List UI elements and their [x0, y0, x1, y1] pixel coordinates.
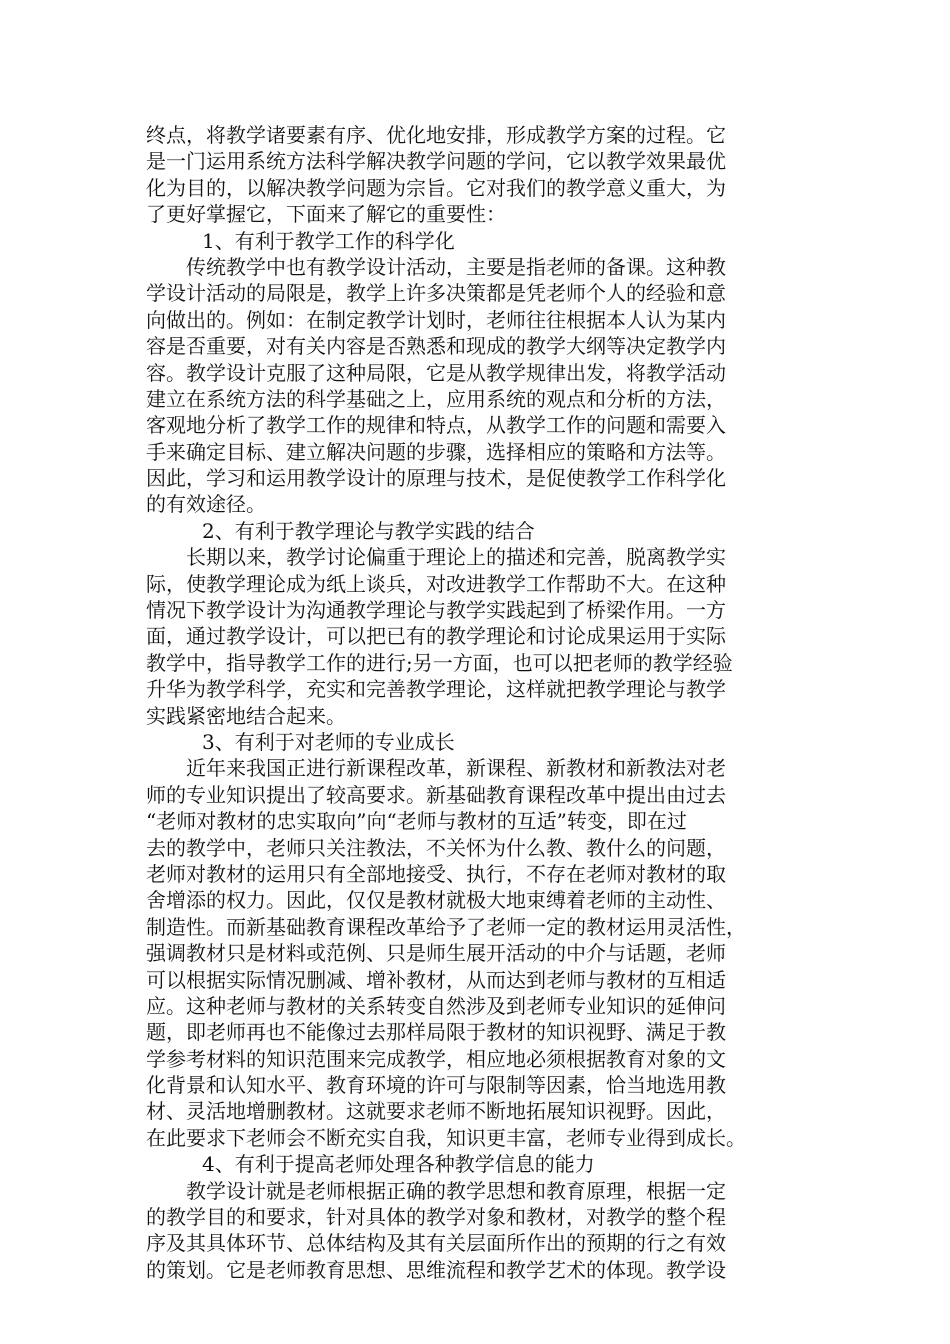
text-line: 在此要求下老师会不断充实自我，知识更丰富，老师专业得到成长。 — [146, 1125, 746, 1150]
text-line: 教学设计就是老师根据正确的教学思想和教育原理，根据一定 — [186, 1178, 726, 1203]
text-line: 序及其具体环节、总体结构及其有关层面所作出的预期的行之有效 — [146, 1231, 726, 1256]
section-heading: 1、有利于教学工作的科学化 — [202, 228, 455, 253]
text-line: 应。这种老师与教材的关系转变自然涉及到老师专业知识的延伸问 — [146, 993, 726, 1018]
section-heading: 3、有利于对老师的专业成长 — [202, 729, 455, 754]
text-line: 去的教学中，老师只关注教法，不关怀为什么教、教什么的问题， — [146, 835, 726, 860]
text-line: 长期以来，教学讨论偏重于理论上的描述和完善，脱离教学实 — [186, 545, 726, 570]
text-line: 手来确定目标、建立解决问题的步骤，选择相应的策略和方法等。 — [146, 439, 726, 464]
text-line: 终点，将教学诸要素有序、优化地安排，形成教学方案的过程。它 — [146, 123, 726, 147]
text-line: 题，即老师再也不能像过去那样局限于教材的知识视野、满足于教 — [146, 1020, 726, 1045]
text-line: 的教学目的和要求，针对具体的教学对象和教材，对教学的整个程 — [146, 1205, 726, 1230]
text-line: 情况下教学设计为沟通教学理论与教学实践起到了桥梁作用。一方 — [146, 598, 726, 623]
document-body-text — [146, 122, 816, 1283]
text-line: 是一门运用系统方法科学解决教学问题的学问，它以教学效果最优 — [146, 149, 726, 174]
text-line: 化背景和认知水平、教育环境的许可与限制等因素，恰当地选用教 — [146, 1073, 726, 1098]
text-line: 可以根据实际情况删减、增补教材，从而达到老师与教材的互相适 — [146, 967, 726, 992]
text-line: 舍增添的权力。因此，仅仅是教材就极大地束缚着老师的主动性、 — [146, 888, 726, 913]
text-line: 面，通过教学设计，可以把已有的教学理论和讨论成果运用于实际 — [146, 624, 726, 649]
text-line: 的策划。它是老师教育思想、思维流程和教学艺术的体现。教学设 — [146, 1257, 726, 1282]
text-line: 容。教学设计克服了这种局限，它是从教学规律出发，将教学活动 — [146, 360, 726, 385]
section-heading: 4、有利于提高老师处理各种教学信息的能力 — [202, 1152, 595, 1177]
text-line: 升华为教学科学，充实和完善教学理论，这样就把教学理论与教学 — [146, 677, 726, 702]
text-line: 强调教材只是材料或范例、只是师生展开活动的中介与话题，老师 — [146, 941, 726, 966]
text-line: 师的专业知识提出了较高要求。新基础教育课程改革中提出由过去 — [146, 782, 726, 807]
section-heading: 2、有利于教学理论与教学实践的结合 — [202, 518, 535, 543]
text-line: 化为目的，以解决教学问题为宗旨。它对我们的教学意义重大，为 — [146, 175, 726, 200]
text-line: 实践紧密地结合起来。 — [146, 703, 346, 728]
text-line: “老师对教材的忠实取向”向“老师与教材的互适”转变，即在过 — [146, 809, 687, 834]
text-line: 教学中，指导教学工作的进行;另一方面，也可以把老师的教学经验 — [146, 650, 733, 675]
text-line: 材、灵活地增删教材。这就要求老师不断地拓展知识视野。因此， — [146, 1099, 726, 1124]
text-line: 的有效途径。 — [146, 492, 266, 517]
text-line: 制造性。而新基础教育课程改革给予了老师一定的教材运用灵活性， — [146, 914, 746, 939]
text-line: 向做出的。例如：在制定教学计划时，老师往往根据本人认为某内 — [146, 307, 726, 332]
text-line: 际，使教学理论成为纸上谈兵，对改进教学工作帮助不大。在这种 — [146, 571, 726, 596]
text-line: 了更好掌握它，下面来了解它的重要性： — [146, 202, 506, 227]
text-line: 客观地分析了教学工作的规律和特点，从教学工作的问题和需要入 — [146, 413, 726, 438]
text-line: 传统教学中也有教学设计活动，主要是指老师的备课。这种教 — [186, 254, 726, 279]
text-line: 学设计活动的局限是，教学上许多决策都是凭老师个人的经验和意 — [146, 281, 726, 306]
text-line: 学参考材料的知识范围来完成教学，相应地必须根据教育对象的文 — [146, 1046, 726, 1071]
text-line: 建立在系统方法的科学基础之上，应用系统的观点和分析的方法， — [146, 386, 726, 411]
text-line: 因此，学习和运用教学设计的原理与技术，是促使教学工作科学化 — [146, 466, 726, 491]
text-line: 近年来我国正进行新课程改革，新课程、新教材和新教法对老 — [186, 756, 726, 781]
text-line: 容是否重要，对有关内容是否熟悉和现成的教学大纲等决定教学内 — [146, 334, 726, 359]
text-line: 老师对教材的运用只有全部地接受、执行，不存在老师对教材的取 — [146, 861, 726, 886]
